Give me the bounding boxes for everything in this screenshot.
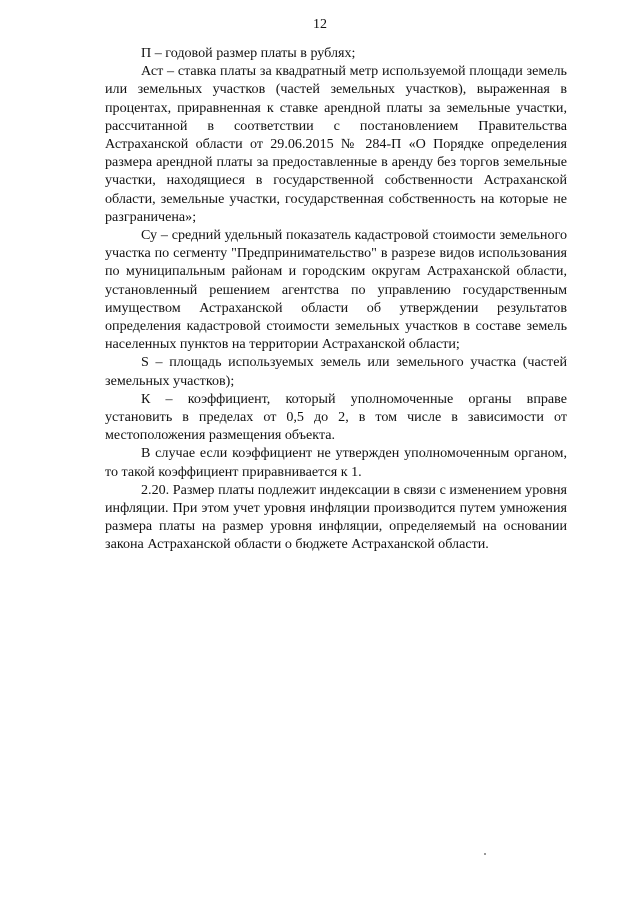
page-number: 12 bbox=[313, 17, 327, 32]
paragraph-s-definition: S – площадь используемых земель или земельного участка (частей земельных участков); bbox=[105, 354, 567, 389]
paragraph-ast-definition: Аст – ставка платы за квадратный метр используемой площади земель или земельных участков (частей земельных участков), выраженная в процентах, приравненная к ставке арендной платы за земельные участки, рассчитанной в соответствии с постановлением Правительства Астраханской области от 29.06.2015 № 284-П «О Порядке определения размера арендной платы за предоставленные в аренду без торгов земельные участки, находящиеся в государственной собственности Астраханской области, земельные участки, государственная собственность на которые не разграничена»; bbox=[105, 63, 567, 225]
paragraph-k-definition: К – коэффициент, который уполномоченные органы вправе установить в пределах от 0,5 до 2, в том числе в зависимости от местоположения размещения объекта. bbox=[105, 390, 567, 444]
scan-speck bbox=[484, 853, 486, 855]
paragraph-su-definition: Су – средний удельный показатель кадастровой стоимости земельного участка по сегменту "Предпринимательство" в разрезе видов использования по муниципальным районам и городским округам Астраханской области, установленный решением агентства по управлению государственным имуществом Астраханской области об утверждении результатов определения кадастровой стоимости земельных участков в составе земель населенных пунктов на территории Астраханской области; bbox=[105, 227, 567, 353]
paragraph-k-default: В случае если коэффициент не утвержден уполномоченным органом, то такой коэффициент приравнивается к 1. bbox=[105, 445, 567, 480]
document-body bbox=[105, 44, 567, 554]
paragraph-p-definition: П – годовой размер платы в рублях; bbox=[141, 45, 356, 61]
paragraph-2-20-indexation: 2.20. Размер платы подлежит индексации в связи с изменением уровня инфляции. При этом учет уровня инфляции производится путем умножения размера платы на размер уровня инфляции, определяемый на основании закона Астраханской области о бюджете Астраханской области. bbox=[105, 481, 567, 553]
